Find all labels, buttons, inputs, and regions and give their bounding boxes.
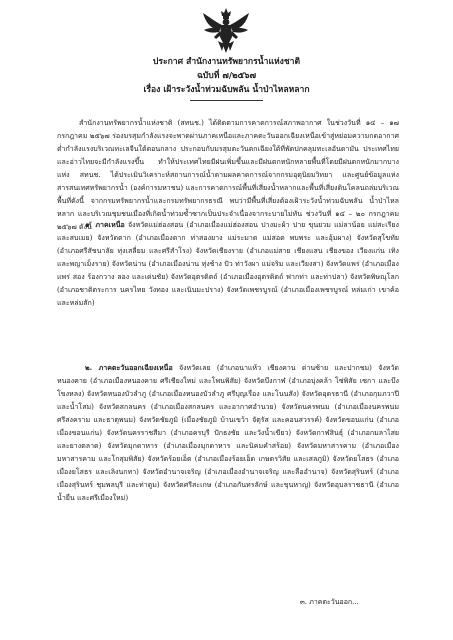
section-north-text: จังหวัดแม่ฮ่องสอน (อำเภอเมืองแม่ฮ่องสอน ปางมะผ้า ปาย ขุนยวม แม่ลาน้อย แม่สะเรียง และสบเมย) จังหวัดตาก (อำเภอเมืองตาก ท่าสองยาง แม่ระมาด แม่สอด พบพระ และอุ้มผาง) จังหวัดสุโขทัย (อำเภอศรีสัชนาลัย ทุ่งเสลี่ยม และศรีสำโรง) จังหวัดเชียงราย (อำเภอแม่สาย เชียงแสน เชียงของ เวียงแก่น เทิง และพญาเม็งราย) จังหวัดน่าน (อำเภอเมืองน่าน ทุ่งช้าง ปัว ท่าวังผา แม่จริม และเวียงสา) จังหวัดแพร่ (อำเภอเมืองแพร่ สอง ร้องกวาง ลอง และเด่นชัย) จังหวัดอุตรดิตถ์ (อำเภอเมืองอุตรดิตถ์ ฟากท่า และท่าปลา) จังหวัดพิษณุโลก (อำเภอชาติตระการ นครไทย วังทอง และเนินมะปราง) จังหวัดเพชรบูรณ์ (อำเภอเมืองเพชรบูรณ์ หล่มเก่า เขาค้อ และหล่มสัก)	[57, 220, 399, 307]
intro-paragraph: สำนักงานทรัพยากรน้ำแห่งชาติ (สทนช.) ได้ติดตามการคาดการณ์สภาพอากาศ ในช่วงวันที่ ๑๔ – ๑๗ กรกฎาคม ๒๕๖๗ ร่องมรสุมกำลังแรงจะพาดผ่านภาคเหนือและภาคตะวันออกเฉียงเหนือเข้าสู่หย่อมความกดอากาศต่ำกำลังแรงบริเวณทะเลจีนใต้ตอนกลาง ประกอบกับมรสุมตะวันตกเฉียงใต้ที่พัดปกคลุมทะเลอันดามัน ประเทศไทย และอ่าวไทยจะมีกำลังแรงขึ้น ทำให้ประเทศไทยมีฝนเพิ่มขึ้นและมีฝนตกหนักหลายพื้นที่โดยมีฝนตกหนักมากบางแห่ง สทนช. ได้ประเมินวิเคราะห์สถานการณ์น้ำตามผลคาดการณ์จากกรมอุตุนิยมวิทยา และศูนย์ข้อมูลแห่งสารสนเทศทรัพยากรน้ำ (องค์การมหาชน) และการคาดการณ์พื้นที่เสี่ยงน้ำหลากและพื้นที่เสี่ยงดินโคลนถล่มบริเวณพื้นที่ดังนี้ จากกรมทรัพยากรน้ำและกรมทรัพยากรธรณี พบว่ามีพื้นที่เสี่ยงต้องเฝ้าระวังน้ำท่วมฉับพลัน น้ำป่าไหลหลาก และบริเวณชุมชนเมืองที่เกิดน้ำท่วมซ้ำซากเป็นประจำเนื่องจากระบายไม่ทัน ช่วงวันที่ ๑๔ – ๒๐ กรกฎาคม ๒๕๖๗ ดังนี้	[57, 118, 399, 231]
section-north-paragraph	[57, 218, 399, 309]
announcement-number: ฉบับที่ ๗/๒๕๖๗	[196, 71, 257, 81]
garuda-emblem-icon	[202, 7, 250, 57]
announcement-subject: เรื่อง เฝ้าระวังน้ำท่วมฉับพลัน น้ำป่าไหลหลาก	[143, 85, 310, 95]
section-north-heading: ๑. ภาคเหนือ	[85, 220, 125, 229]
announcement-issuer-title: ประกาศ สำนักงานทรัพยากรน้ำแห่งชาติ	[152, 57, 301, 67]
section-northeast-heading: ๒. ภาคตะวันออกเฉียงเหนือ	[85, 363, 173, 372]
section-northeast-text: จังหวัดเลย (อำเภอนาแห้ว เชียงคาน ด่านซ้าย และปากชม) จังหวัดหนองคาย (อำเภอเมืองหนองคาย ศรีเชียงใหม่ และโพนพิสัย) จังหวัดบึงกาฬ (อำเภอบุ่งคล้า โซ่พิสัย เซกา และบึงโขงหลง) จังหวัดหนองบัวลำภู (อำเภอเมืองหนองบัวลำภู ศรีบุญเรือง และโนนสัง) จังหวัดอุดรธานี (อำเภอกุมภวาปี และน้ำโสม) จังหวัดสกลนคร (อำเภอเมืองสกลนคร และอากาศอำนวย) จังหวัดนครพนม (อำเภอเมืองนครพนม ศรีสงคราม และธาตุพนม) จังหวัดชัยภูมิ (เมืองชัยภูมิ บ้านเขว้า จัตุรัส และคอนสวรรค์) จังหวัดขอนแก่น (อำเภอเมืองขอนแก่น) จังหวัดนครราชสีมา (อำเภอครบุรี ปักธงชัย และวังน้ำเขียว) จังหวัดกาฬสินธุ์ (อำเภอกมลาไสย และยางตลาด) จังหวัดมุกดาหาร (อำเภอเมืองมุกดาหาร และนิคมคำสร้อย) จังหวัดมหาสารคาม (อำเภอเมืองมหาสารคาม และโกสุมพิสัย) จังหวัดร้อยเอ็ด (อำเภอเมืองร้อยเอ็ด เกษตรวิสัย และเสลภูมิ) จังหวัดยโสธร (อำเภอเมืองยโสธร และเลิงนกทา) จังหวัดอำนาจเจริญ (อำเภอเมืองอำนาจเจริญ และลืออำนาจ) จังหวัดสุรินทร์ (อำเภอเมืองสุรินทร์ ชุมพลบุรี และท่าตูม) จังหวัดศรีสะเกษ (อำเภอกันทรลักษ์ และขุนหาญ) จังหวัดอุบลราชธานี (อำเภอน้ำยืน และศรีเมืองใหม่)	[57, 363, 399, 502]
title-divider	[190, 100, 263, 101]
section-northeast-paragraph	[57, 361, 399, 504]
continued-marker: ๓. ภาคตะวันออก...	[300, 598, 359, 606]
